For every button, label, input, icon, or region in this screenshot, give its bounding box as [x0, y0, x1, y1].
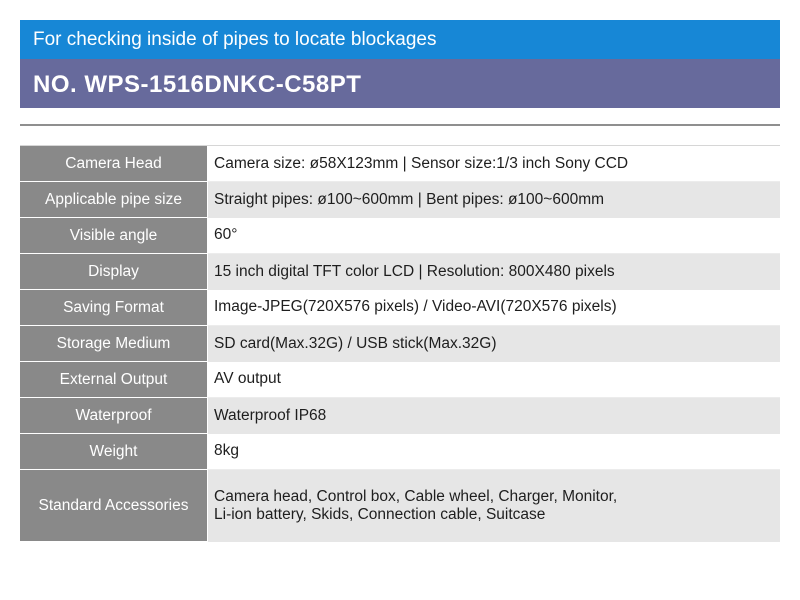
spec-value-line: SD card(Max.32G) / USB stick(Max.32G) [214, 334, 497, 352]
spec-value-line: Straight pipes: ø100~600mm | Bent pipes: ø100~600mm [214, 190, 605, 208]
spec-label: External Output [20, 362, 208, 398]
spec-value [208, 254, 781, 290]
subtitle-text: For checking inside of pipes to locate blockages [33, 29, 437, 50]
spec-table [20, 145, 780, 542]
spec-value-line: 15 inch digital TFT color LCD | Resolution: 800X480 pixels [214, 262, 615, 280]
spec-row [20, 434, 780, 470]
spec-value-line: Waterproof IP68 [214, 406, 327, 424]
spec-label: Camera Head [20, 146, 208, 182]
model-number: NO. WPS-1516DNKC-C58PT [33, 71, 362, 98]
spec-label: Display [20, 254, 208, 290]
spec-label: Visible angle [20, 218, 208, 254]
spec-label: Storage Medium [20, 326, 208, 362]
spec-row [20, 398, 780, 434]
spec-row [20, 146, 780, 182]
spec-row [20, 182, 780, 218]
spec-row [20, 470, 780, 542]
spec-row [20, 326, 780, 362]
spec-label: Applicable pipe size [20, 182, 208, 218]
model-banner [20, 59, 780, 108]
spec-row [20, 218, 780, 254]
spec-value [208, 218, 781, 254]
spec-row [20, 290, 780, 326]
spec-value [208, 470, 781, 542]
spec-row [20, 254, 780, 290]
spec-label: Saving Format [20, 290, 208, 326]
spec-row [20, 362, 780, 398]
spec-value-line: 60° [214, 226, 238, 244]
spec-value [208, 326, 781, 362]
spec-label: Waterproof [20, 398, 208, 434]
spec-label: Weight [20, 434, 208, 470]
spec-value [208, 182, 781, 218]
spec-value [208, 398, 781, 434]
spec-value [208, 146, 781, 182]
spec-label: Standard Accessories [20, 470, 208, 542]
spec-value-line: Camera head, Control box, Cable wheel, Charger, Monitor, [214, 487, 618, 505]
spec-table-body [20, 146, 780, 542]
spec-value-line: Image-JPEG(720X576 pixels) / Video-AVI(720X576 pixels) [214, 298, 617, 316]
divider-line [20, 124, 780, 126]
spec-value-line: AV output [214, 370, 281, 388]
spec-value-line: Li-ion battery, Skids, Connection cable, Suitcase [214, 505, 546, 523]
spec-value-line: 8kg [214, 442, 239, 460]
spec-value [208, 362, 781, 398]
spec-value [208, 434, 781, 470]
spec-value-line: Camera size: ø58X123mm | Sensor size:1/3 inch Sony CCD [214, 154, 629, 172]
spec-value [208, 290, 781, 326]
subtitle-banner [20, 20, 780, 59]
